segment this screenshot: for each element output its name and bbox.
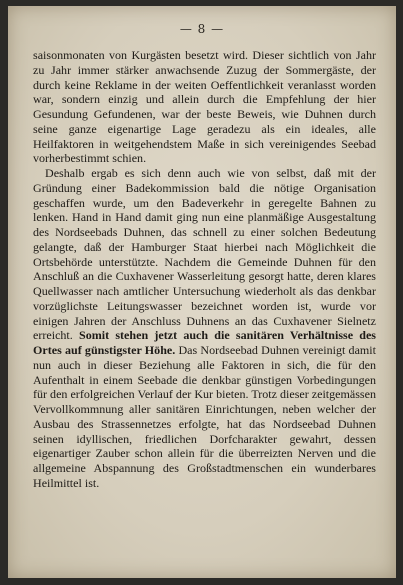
- book-page: [8, 6, 396, 578]
- paragraph-2-bold-text: Somit stehen jetzt auch die sanitären Verhältnisse des Ortes auf günstigster Höhe.: [33, 328, 376, 357]
- paragraph-2-text-before: Deshalb ergab es sich denn auch wie von selbst, daß mit der Gründung einer Badekommission bald die nötige Organisation geschaffen wurde, um den Badeverkehr in geregelte Bahnen zu lenken. Hand in Hand damit ging nun eine planmäßige Ausgestaltung des Nordseebads Duhnen, das schnell zu einer solchen Bedeutung gelangte, daß der Hamburger Staat hierbei nach Möglichkeit die Ortsbehörde unterstützte. Nachdem die Gemeinde Duhnen für den Anschluß an die Cuxhavener Wasserleitung gesorgt hatte, deren klares Quellwasser nach amtlicher Untersuchung wiederholt als das denkbar vorzüglichste Leitungswasser bezeichnet worden ist, wurde vor einigen Jahren der Anschluss Duhnens an das Cuxhavener Sielnetz erreicht.: [33, 166, 376, 343]
- paragraph-1: saisonmonaten von Kurgästen besetzt wird. Dieser sichtlich von Jahr zu Jahr immer stärker anwachsende Zuzug der Sommergäste, der durch keine Reklame in der weiten Oeffentlichkeit veranlasst worden war, sondern einzig und allein durch die Empfehlung der hier Gesundung Gefundenen, war der beste Beweis, wie Duhnen durch seine ganze eigenartige Lage geradezu als ein ideales, alle Heilfaktoren in weitgehendstem Maße in sich vereinigendes Seebad vorherbestimmt schien.: [33, 48, 376, 166]
- page-number: — 8 —: [179, 22, 225, 36]
- body-text: [33, 48, 376, 491]
- paragraph-2-text-after: Das Nordseebad Duhnen vereinigt damit nun auch in dieser Beziehung alle Faktoren in sich, die für den Aufenthalt in einem Seebade die denkbar günstigen Vorbedingungen für den erfolgreichen Verlauf der Kur bieten. Trotz dieser zeitgemässen Vervollkommnung aller sanitären Einrichtungen, neben welcher der Ausbau des Strassennetzes erfolgte, hat das Nordseebad Duhnen seinen idyllischen, friedlichen Dorfcharakter gewahrt, dessen eigenartiger Zauber schon allein für die überreizten Nerven und die allgemeine Abspannung des Großstadtmenschen ein wunderbares Heilmittel ist.: [33, 343, 376, 490]
- paragraph-2: [33, 166, 376, 491]
